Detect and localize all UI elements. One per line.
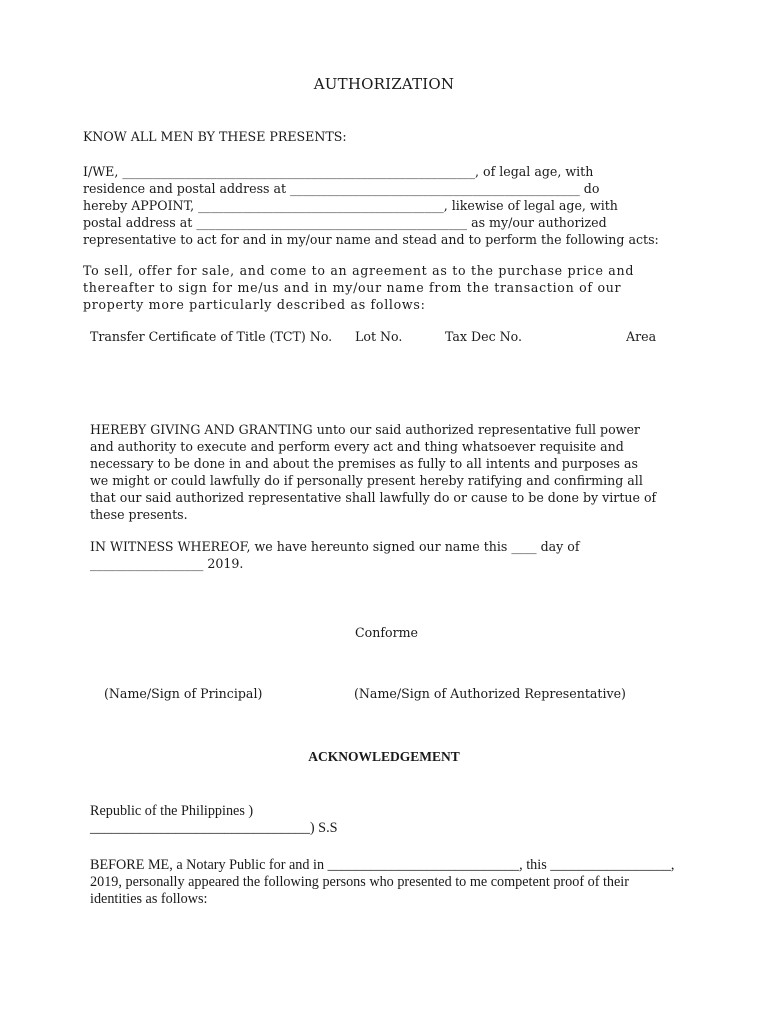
granting-line: these presents. bbox=[90, 507, 188, 522]
column-tct: Transfer Certificate of Title (TCT) No. bbox=[90, 329, 333, 344]
appointment-line: representative to act for and in my/our name and stead and to perform the following acts: bbox=[83, 232, 659, 247]
column-lot: Lot No. bbox=[355, 329, 403, 344]
witness-paragraph bbox=[90, 538, 580, 572]
appointment-line: hereby APPOINT, _______________________________________, likewise of legal age, with bbox=[83, 198, 618, 213]
granting-line: we might or could lawfully do if personally present hereby ratifying and confirming all bbox=[90, 473, 643, 488]
granting-paragraph bbox=[90, 421, 656, 523]
appointment-paragraph bbox=[83, 163, 659, 248]
column-area: Area bbox=[626, 329, 657, 344]
granting-line: and authority to execute and perform every act and thing whatsoever requisite and bbox=[90, 439, 624, 454]
venue-block bbox=[90, 803, 338, 837]
notary-line: 2019, personally appeared the following persons who presented to me competent proof of their bbox=[90, 874, 629, 890]
notary-paragraph bbox=[90, 857, 674, 908]
venue-line: _______________________________) S.S bbox=[90, 820, 338, 836]
principal-signature-label: (Name/Sign of Principal) bbox=[104, 686, 263, 701]
acknowledgement-title: ACKNOWLEDGEMENT bbox=[308, 749, 460, 764]
acts-paragraph bbox=[83, 262, 634, 313]
appointment-line: I/WE, ________________________________________________________, of legal age, with bbox=[83, 164, 594, 179]
granting-line: that our said authorized representative shall lawfully do or cause to be done by virtue of bbox=[90, 490, 657, 505]
column-taxdec: Tax Dec No. bbox=[445, 329, 523, 344]
representative-signature-label: (Name/Sign of Authorized Representative) bbox=[354, 686, 626, 701]
conforme-label: Conforme bbox=[355, 625, 418, 640]
acts-line: property more particularly described as follows: bbox=[83, 297, 426, 312]
granting-line: necessary to be done in and about the premises as fully to all intents and purposes as bbox=[90, 456, 638, 471]
acts-line: thereafter to sign for me/us and in my/our name from the transaction of our bbox=[83, 280, 622, 295]
witness-line: __________________ 2019. bbox=[90, 556, 244, 571]
notary-line: identities as follows: bbox=[90, 891, 208, 907]
appointment-line: postal address at ___________________________________________ as my/our authorized bbox=[83, 215, 607, 230]
acts-line: To sell, offer for sale, and come to an agreement as to the purchase price and bbox=[83, 263, 635, 278]
witness-line: IN WITNESS WHEREOF, we have hereunto signed our name this ____ day of bbox=[90, 539, 580, 554]
document-title: AUTHORIZATION bbox=[313, 75, 455, 93]
notary-line: BEFORE ME, a Notary Public for and in ___________________________, this _________________, bbox=[90, 857, 675, 873]
granting-line: HEREBY GIVING AND GRANTING unto our said authorized representative full power bbox=[90, 422, 640, 437]
appointment-line: residence and postal address at ______________________________________________ do bbox=[83, 181, 600, 196]
venue-line: Republic of the Philippines ) bbox=[90, 803, 254, 819]
intro-heading: KNOW ALL MEN BY THESE PRESENTS: bbox=[83, 129, 347, 144]
